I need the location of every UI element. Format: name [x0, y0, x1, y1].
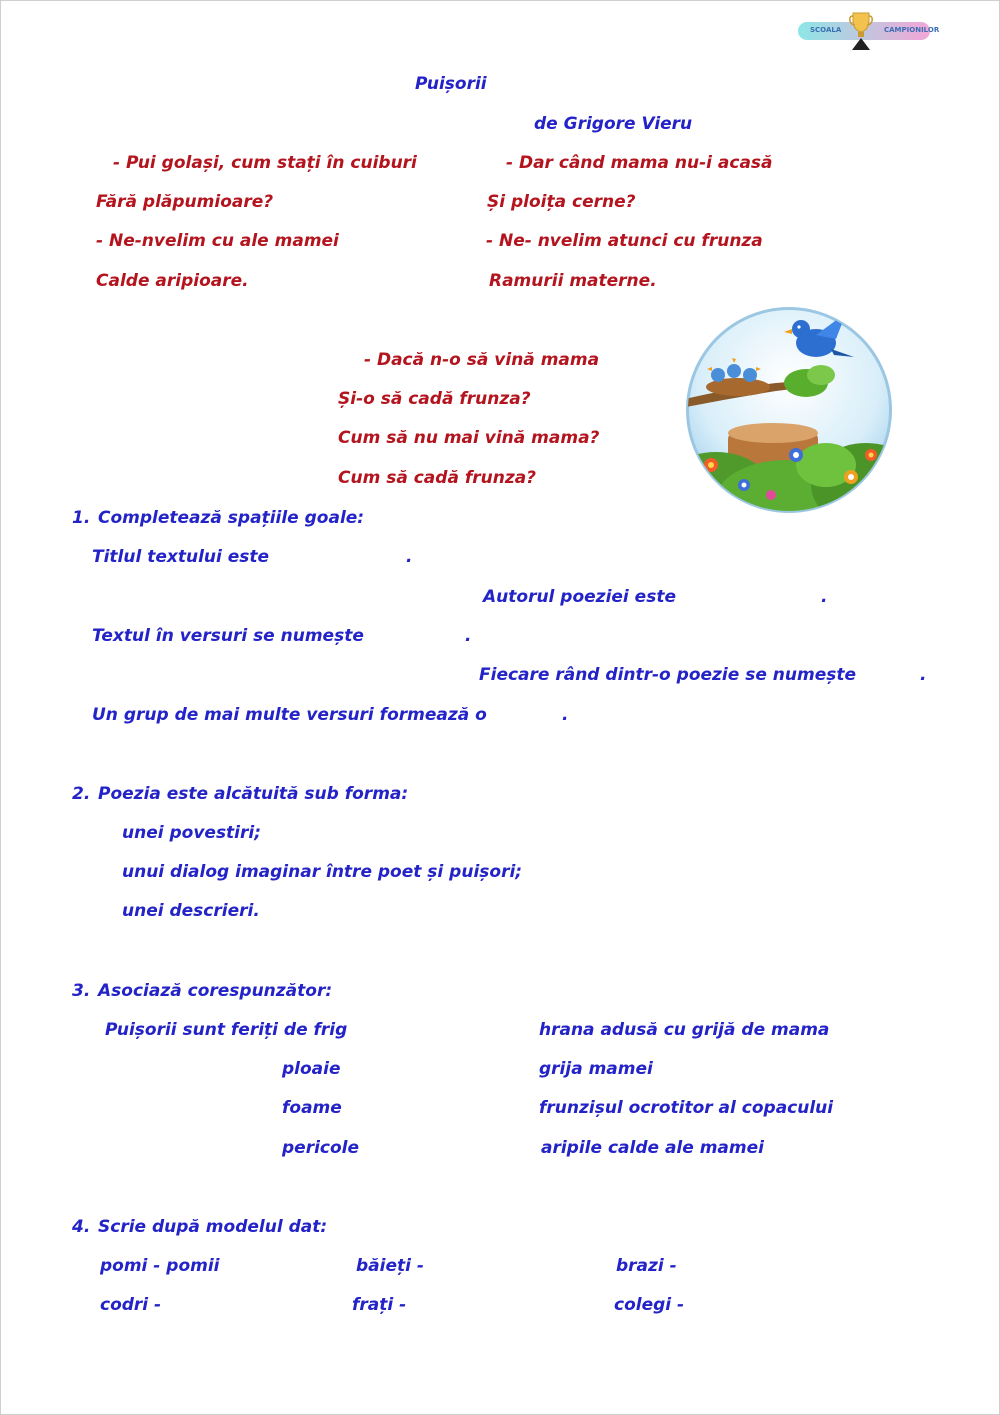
- match-left-item[interactable]: pericole: [282, 1138, 360, 1158]
- verse-line: Ramurii materne.: [489, 271, 657, 291]
- exercise-title: Scrie după modelul dat:: [98, 1217, 328, 1237]
- verse-line: - Pui golași, cum stați în cuiburi: [113, 153, 417, 173]
- fill-line-text: Autorul poeziei este: [483, 587, 676, 607]
- exercise-number: 2.: [72, 784, 91, 804]
- logo-text-right: CAMPIONILOR: [884, 26, 940, 34]
- fill-line-end: .: [465, 626, 472, 646]
- plural-example: pomi - pomii: [100, 1256, 220, 1276]
- verse-line: - Dacă n-o să vină mama: [364, 350, 600, 370]
- verse-line: - Ne-nvelim cu ale mamei: [96, 231, 339, 251]
- fill-line-end: .: [821, 587, 828, 607]
- fill-line-end: .: [406, 547, 413, 567]
- match-right-item[interactable]: frunzișul ocrotitor al copacului: [539, 1098, 834, 1118]
- exercise-3-heading: [72, 981, 332, 1001]
- choice-option[interactable]: unei povestiri;: [122, 823, 262, 843]
- match-left-item[interactable]: foame: [282, 1098, 342, 1118]
- match-left-item[interactable]: Puișorii sunt feriți de frig: [105, 1020, 348, 1040]
- choice-option[interactable]: unui dialog imaginar între poet și puișori;: [122, 862, 523, 882]
- verse-line: Și ploița cerne?: [487, 192, 636, 212]
- match-right-item[interactable]: hrana adusă cu grijă de mama: [539, 1020, 830, 1040]
- verse-line: Și-o să cadă frunza?: [338, 389, 531, 409]
- verse-line: Cum să nu mai vină mama?: [338, 428, 600, 448]
- verse-line: - Ne- nvelim atunci cu frunza: [486, 231, 763, 251]
- trophy-icon: [848, 10, 874, 50]
- plural-item[interactable]: brazi -: [616, 1256, 677, 1276]
- verse-line: Cum să cadă frunza?: [338, 468, 537, 488]
- match-left-item[interactable]: ploaie: [282, 1059, 341, 1079]
- school-logo: [798, 8, 940, 50]
- exercise-title: Asociază corespunzător:: [98, 981, 333, 1001]
- verse-line: - Dar când mama nu-i acasă: [506, 153, 773, 173]
- match-right-item[interactable]: grija mamei: [539, 1059, 653, 1079]
- exercise-1-heading: [72, 508, 364, 528]
- plural-item[interactable]: colegi -: [614, 1295, 685, 1315]
- fill-line-text: Textul în versuri se numește: [92, 626, 364, 646]
- poem-title: Puișorii: [415, 74, 487, 94]
- match-right-item[interactable]: aripile calde ale mamei: [541, 1138, 764, 1158]
- exercise-number: 3.: [72, 981, 91, 1001]
- plural-item[interactable]: codri -: [100, 1295, 162, 1315]
- verse-line: Fără plăpumioare?: [96, 192, 274, 212]
- fill-line-end: .: [920, 665, 927, 685]
- exercise-title: Poezia este alcătuită sub forma:: [98, 784, 409, 804]
- choice-option[interactable]: unei descrieri.: [122, 901, 260, 921]
- exercise-number: 4.: [72, 1217, 91, 1237]
- exercise-title: Completează spațiile goale:: [98, 508, 365, 528]
- logo-text-left: SCOALA: [810, 26, 842, 34]
- exercise-2-heading: [72, 784, 408, 804]
- fill-line-text: Titlul textului este: [92, 547, 270, 567]
- exercise-number: 1.: [72, 508, 91, 528]
- plural-item[interactable]: băieți -: [356, 1256, 424, 1276]
- fill-line-text: Un grup de mai multe versuri formează o: [92, 705, 487, 725]
- fill-line-text: Fiecare rând dintr-o poezie se numește: [479, 665, 856, 685]
- bird-nest-illustration: [676, 305, 902, 515]
- exercise-4-heading: [72, 1217, 327, 1237]
- plural-item[interactable]: frați -: [352, 1295, 407, 1315]
- poem-author: de Grigore Vieru: [534, 114, 693, 134]
- fill-line-end: .: [562, 705, 569, 725]
- verse-line: Calde aripioare.: [96, 271, 249, 291]
